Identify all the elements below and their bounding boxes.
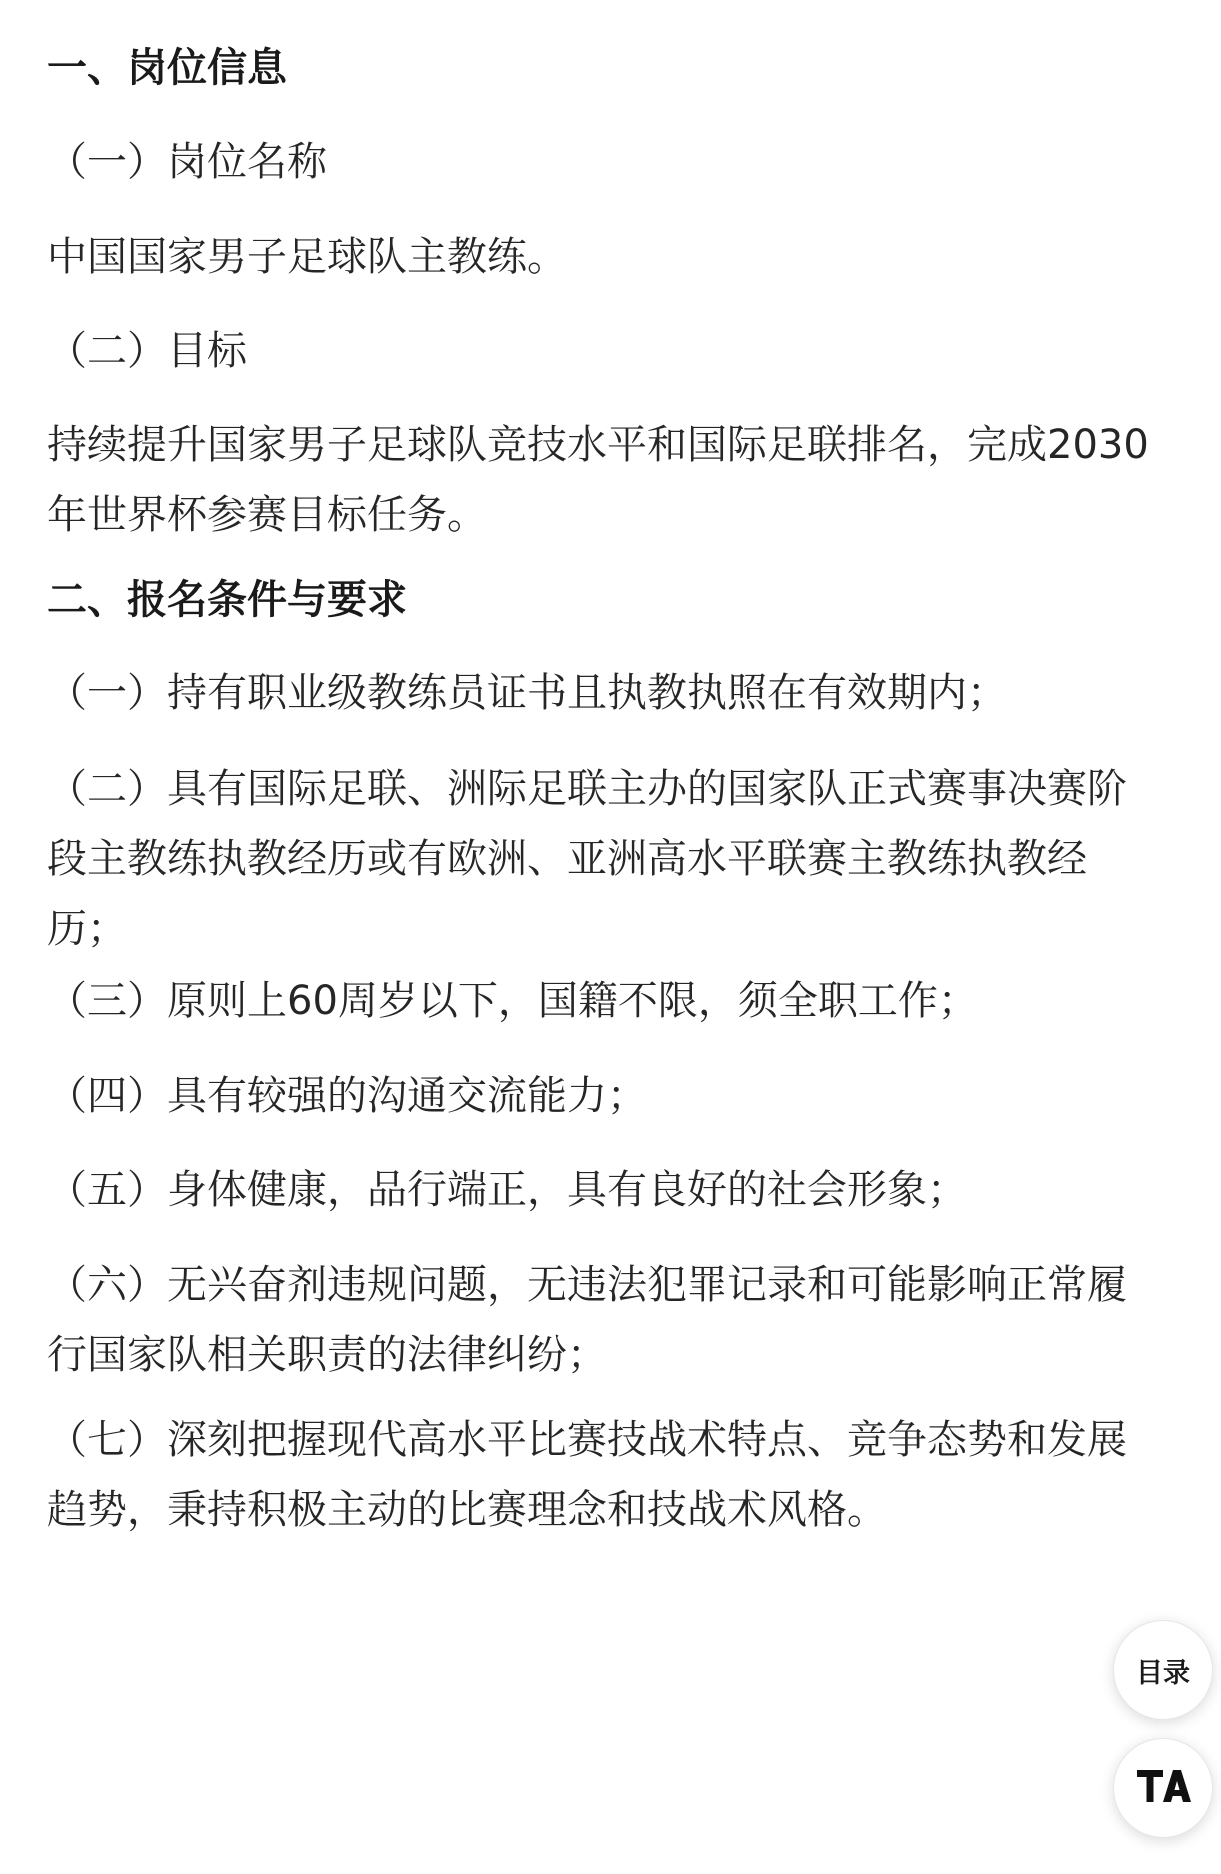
subheading-goal: （二）目标 bbox=[47, 328, 247, 374]
paragraph-line: （三）原则上60周岁以下，国籍不限，须全职工作； bbox=[47, 978, 978, 1024]
paragraph-line: 年世界杯参赛目标任务。 bbox=[47, 492, 487, 538]
requirement-item-4 bbox=[47, 1061, 647, 1131]
paragraph-position-name: 中国国家男子足球队主教练。 bbox=[47, 234, 567, 280]
toc-button-label: 目录 bbox=[1136, 1657, 1190, 1689]
requirement-item-7 bbox=[47, 1405, 1127, 1545]
text-size-icon bbox=[1135, 1766, 1191, 1810]
text-size-button[interactable] bbox=[1113, 1738, 1213, 1838]
requirement-item-2 bbox=[47, 754, 1127, 964]
paragraph-line: （五）身体健康，品行端正，具有良好的社会形象； bbox=[47, 1167, 967, 1213]
section-heading-requirements: 二、报名条件与要求 bbox=[47, 577, 407, 623]
paragraph-line: （二）具有国际足联、洲际足联主办的国家队正式赛事决赛阶 bbox=[47, 766, 1127, 812]
toc-button[interactable] bbox=[1113, 1620, 1213, 1720]
paragraph-line: （四）具有较强的沟通交流能力； bbox=[47, 1073, 647, 1119]
paragraph-line: 行国家队相关职责的法律纠纷； bbox=[47, 1332, 607, 1378]
paragraph-line: （一）持有职业级教练员证书且执教执照在有效期内； bbox=[47, 670, 1007, 716]
requirement-item-1 bbox=[47, 658, 1007, 728]
requirement-item-6 bbox=[47, 1250, 1127, 1390]
paragraph-line: 持续提升国家男子足球队竞技水平和国际足联排名，完成2030 bbox=[47, 422, 1149, 468]
requirement-item-3 bbox=[47, 966, 978, 1036]
section-heading-position-info: 一、岗位信息 bbox=[47, 45, 287, 91]
requirement-item-5 bbox=[47, 1155, 967, 1225]
subheading-position-name: （一）岗位名称 bbox=[47, 139, 327, 185]
paragraph-line: （六）无兴奋剂违规问题，无违法犯罪记录和可能影响正常履 bbox=[47, 1262, 1127, 1308]
paragraph-line: 趋势，秉持积极主动的比赛理念和技战术风格。 bbox=[47, 1487, 887, 1533]
paragraph-line: 段主教练执教经历或有欧洲、亚洲高水平联赛主教练执教经 bbox=[47, 836, 1087, 882]
paragraph-line: 历； bbox=[47, 906, 127, 952]
paragraph-goal bbox=[47, 410, 1149, 550]
paragraph-line: （七）深刻把握现代高水平比赛技战术特点、竞争态势和发展 bbox=[47, 1417, 1127, 1463]
